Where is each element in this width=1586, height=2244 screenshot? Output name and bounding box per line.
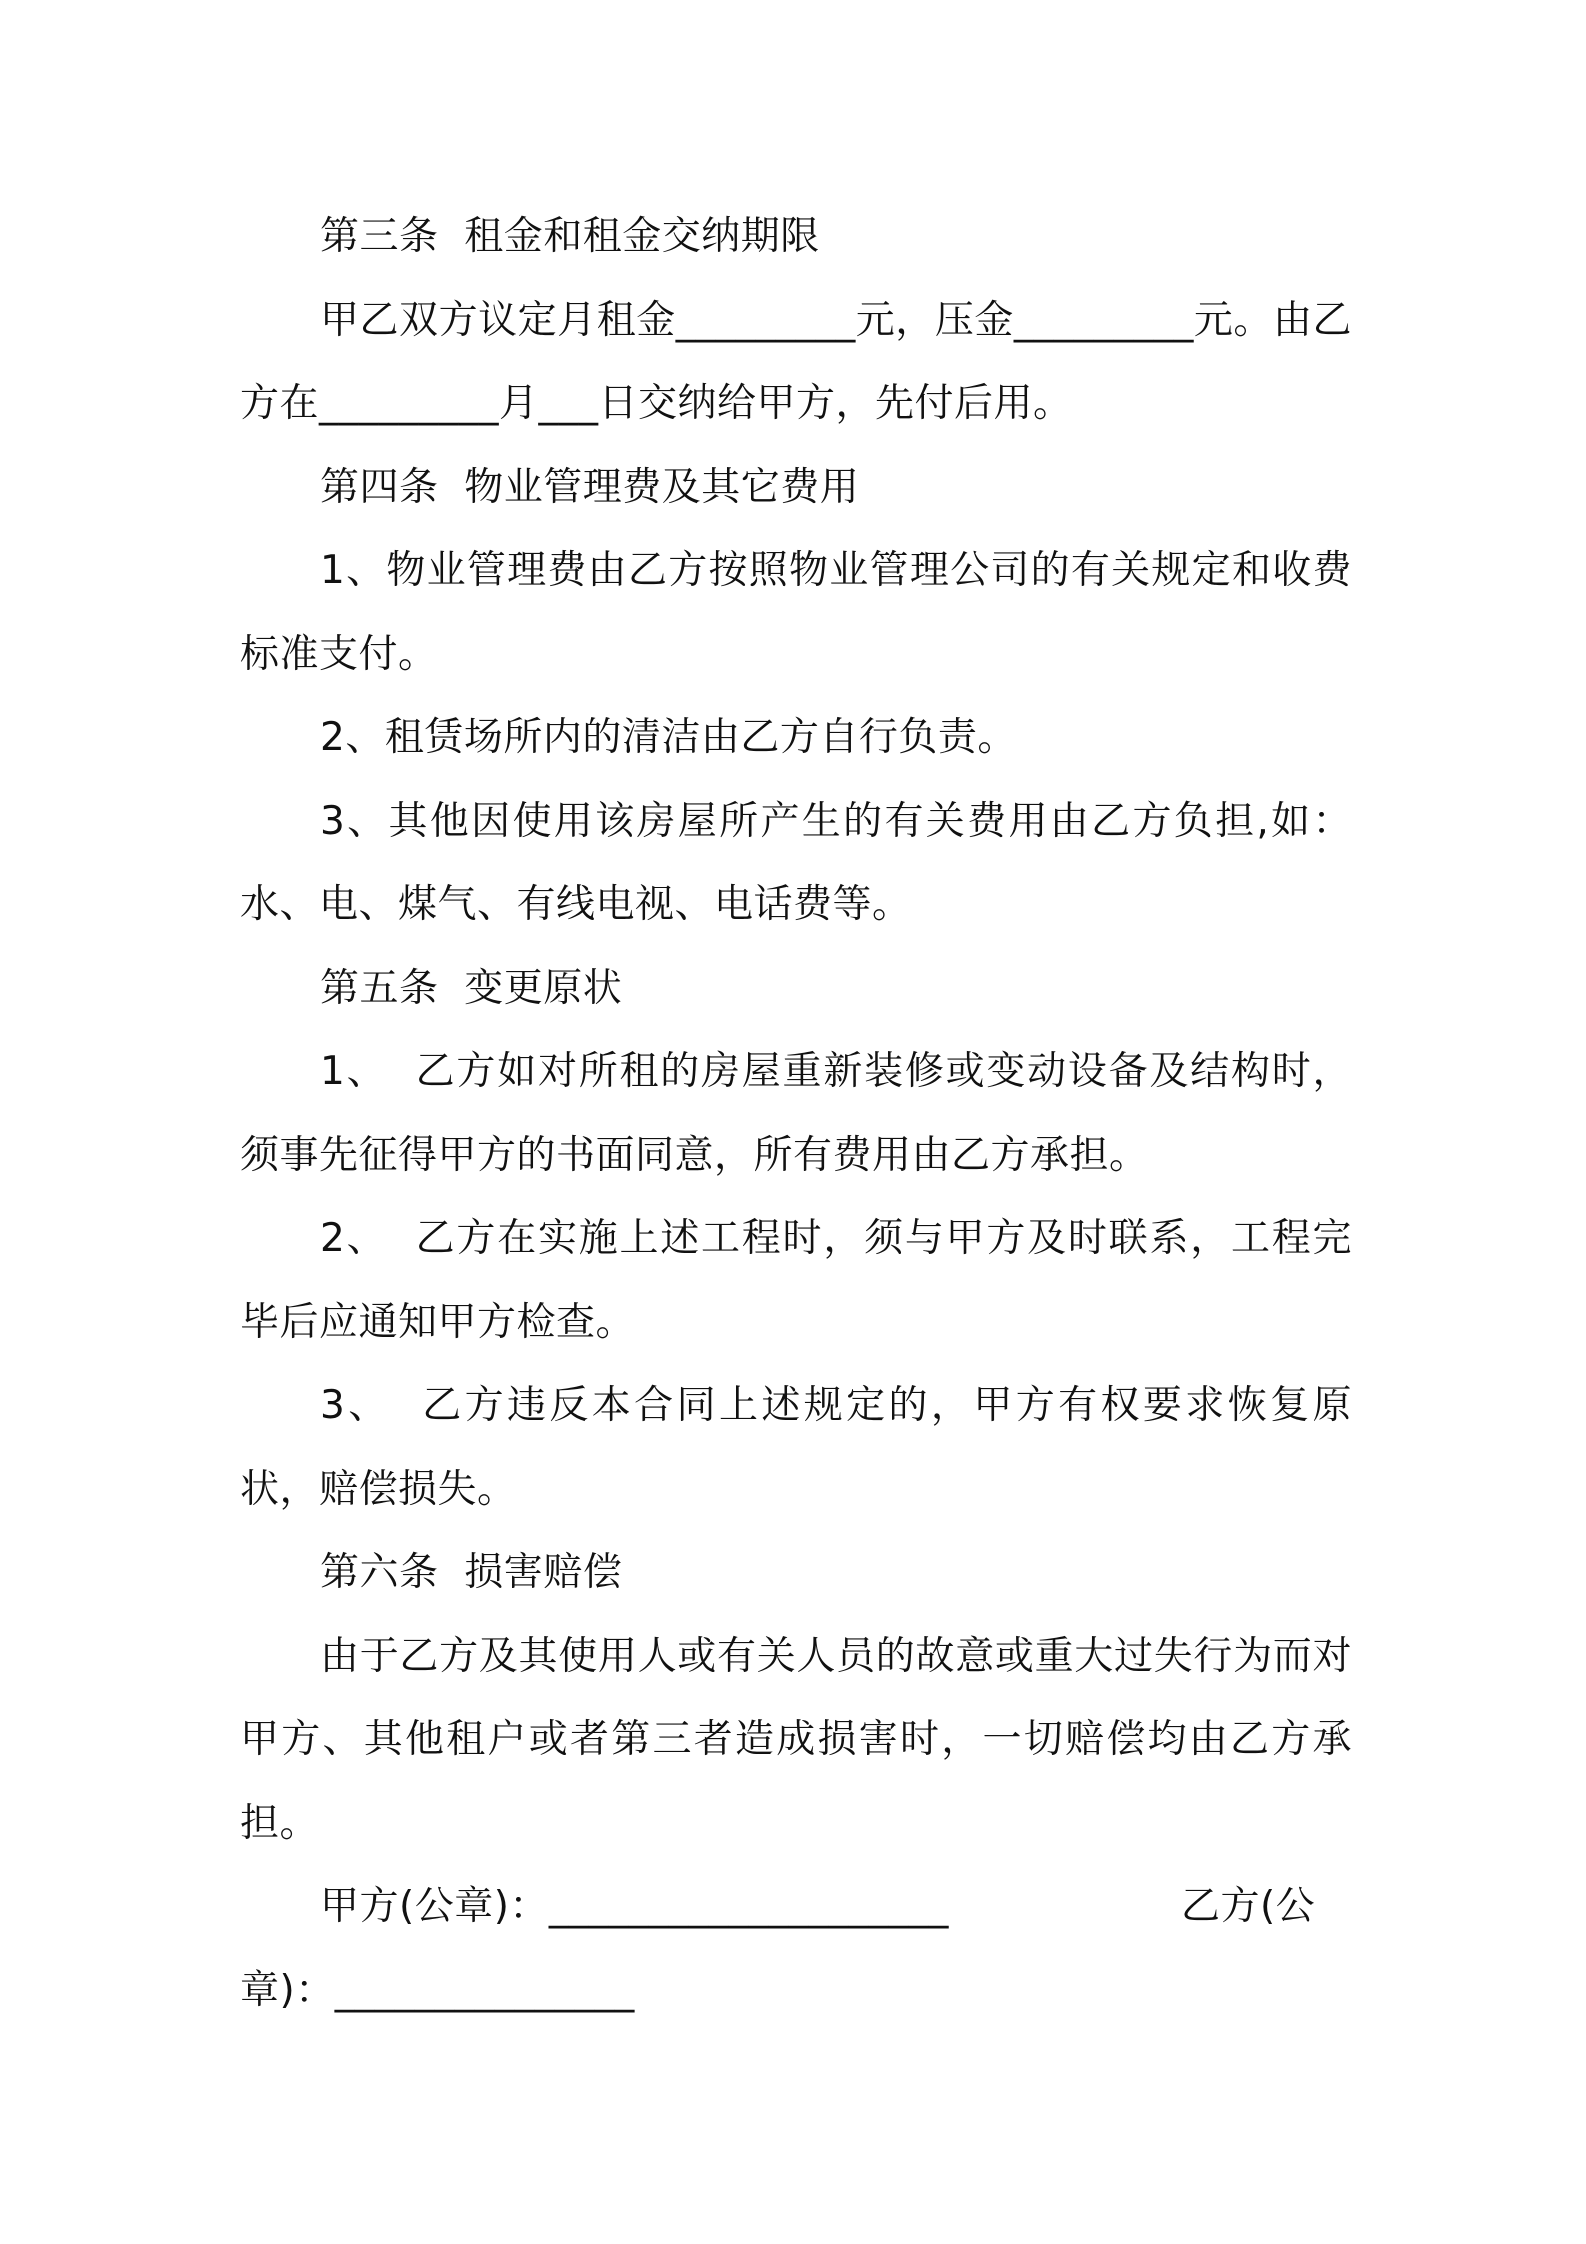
article-6-heading: 第六条 损害赔偿 [320, 1550, 623, 1595]
party-b-signature: 乙方(公章)：_______________ [240, 1884, 1316, 2013]
party-a-signature: 甲方(公章)：____________________ [320, 1884, 949, 1929]
article-5-item-3: 3、 乙方违反本合同上述规定的，甲方有权要求恢复原状，赔偿损失。 [240, 1383, 1352, 1512]
article-5-item-2: 2、 乙方在实施上述工程时，须与甲方及时联系，工程完毕后应通知甲方检查。 [240, 1216, 1352, 1345]
article-5-item-1: 1、 乙方如对所租的房屋重新装修或变动设备及结构时，须事先征得甲方的书面同意，所有费用由乙方承担。 [240, 1049, 1352, 1178]
article-6-body: 由于乙方及其使用人或有关人员的故意或重大过失行为而对甲方、其他租户或者第三者造成损害时，一切赔偿均由乙方承担。 [240, 1633, 1352, 1846]
article-4-item-2: 2、租赁场所内的清洁由乙方自行负责。 [320, 715, 1017, 760]
article-4-heading: 第四条 物业管理费及其它费用 [320, 464, 860, 510]
article-3-heading: 第三条 租金和租金交纳期限 [320, 214, 820, 259]
article-3-body: 甲乙双方议定月租金_________元，压金_________元。由乙方在_________月___日交纳给甲方，先付后用。 [240, 297, 1352, 426]
article-4-item-1: 1、物业管理费由乙方按照物业管理公司的有关规定和收费标准支付。 [240, 548, 1352, 677]
signature-block [240, 1865, 1352, 2032]
article-4-item-3: 3、其他因使用该房屋所产生的有关费用由乙方负担,如：水、电、煤气、有线电视、电话费等。 [240, 798, 1352, 927]
document-page [240, 195, 1352, 2032]
article-5-heading: 第五条 变更原状 [320, 965, 623, 1011]
